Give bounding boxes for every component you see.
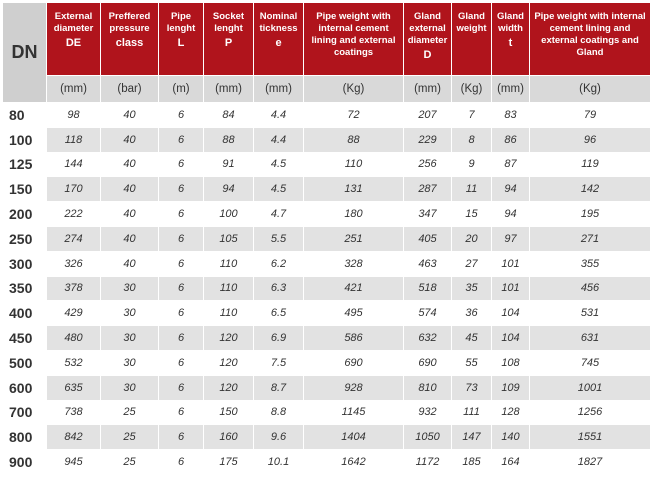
gland-diameter-cell: 229: [404, 127, 452, 152]
nominal-thickness-cell: 8.8: [254, 400, 304, 425]
dn-value: 450: [3, 326, 47, 351]
table-body: [3, 103, 651, 475]
nominal-thickness-cell: 7.5: [254, 350, 304, 375]
header-line: Pipe weight with: [316, 11, 391, 22]
pipe-length-cell: 6: [159, 326, 204, 351]
header-gland-width: [492, 3, 530, 76]
nominal-thickness-cell: 4.4: [254, 103, 304, 128]
total-weight-cell: 1001: [530, 375, 651, 400]
total-weight-cell: 142: [530, 177, 651, 202]
header-line: width: [498, 22, 523, 34]
external-diameter-cell: 170: [47, 177, 101, 202]
pipe-weight-cell: 110: [304, 152, 404, 177]
gland-diameter-cell: 347: [404, 202, 452, 227]
pipe-weight-cell: 131: [304, 177, 404, 202]
dn-value: 150: [3, 177, 47, 202]
header-line: Pipe: [170, 11, 192, 22]
external-diameter-cell: 842: [47, 425, 101, 450]
pipe-length-cell: 6: [159, 226, 204, 251]
gland-diameter-cell: 405: [404, 226, 452, 251]
external-diameter-cell: 945: [47, 450, 101, 475]
pipe-length-cell: 6: [159, 375, 204, 400]
total-weight-cell: 745: [530, 350, 651, 375]
header-line: tickness: [259, 22, 298, 34]
gland-width-cell: 101: [492, 251, 530, 276]
header-line: Socket: [212, 11, 245, 22]
header-line: lenght: [166, 22, 196, 34]
gland-weight-cell: 11: [452, 177, 492, 202]
header-gland-weight: [452, 3, 492, 76]
header-symbol: DE: [65, 36, 82, 49]
unit-cell: (mm): [492, 76, 530, 103]
external-diameter-cell: 429: [47, 301, 101, 326]
total-weight-cell: 271: [530, 226, 651, 251]
header-symbol: D: [423, 48, 432, 61]
pressure-class-cell: 40: [101, 103, 159, 128]
gland-width-cell: 104: [492, 326, 530, 351]
gland-weight-cell: 27: [452, 251, 492, 276]
pipe-weight-cell: 495: [304, 301, 404, 326]
external-diameter-cell: 144: [47, 152, 101, 177]
gland-width-cell: 94: [492, 202, 530, 227]
pipe-weight-cell: 251: [304, 226, 404, 251]
external-diameter-cell: 635: [47, 375, 101, 400]
pipe-length-cell: 6: [159, 425, 204, 450]
header-gland-diameter: [404, 3, 452, 76]
nominal-thickness-cell: 9.6: [254, 425, 304, 450]
dn-value: 125: [3, 152, 47, 177]
table-row: [3, 375, 651, 400]
socket-length-cell: 94: [204, 177, 254, 202]
socket-length-cell: 120: [204, 326, 254, 351]
total-weight-cell: 355: [530, 251, 651, 276]
pressure-class-cell: 30: [101, 375, 159, 400]
gland-width-cell: 128: [492, 400, 530, 425]
external-diameter-cell: 532: [47, 350, 101, 375]
socket-length-cell: 150: [204, 400, 254, 425]
header-line: diameter: [407, 34, 448, 46]
external-diameter-cell: 118: [47, 127, 101, 152]
pipe-weight-cell: 1404: [304, 425, 404, 450]
pipe-weight-cell: 88: [304, 127, 404, 152]
pipe-length-cell: 6: [159, 251, 204, 276]
pipe-length-cell: 6: [159, 400, 204, 425]
header-pipe-weight: [304, 3, 404, 76]
pipe-weight-cell: 180: [304, 202, 404, 227]
socket-length-cell: 110: [204, 251, 254, 276]
gland-diameter-cell: 463: [404, 251, 452, 276]
header-line: Gland: [497, 11, 524, 22]
dn-value: 800: [3, 425, 47, 450]
socket-length-cell: 91: [204, 152, 254, 177]
header-line: Pipe weight with internal: [534, 11, 646, 22]
socket-length-cell: 120: [204, 375, 254, 400]
pipe-weight-cell: 1145: [304, 400, 404, 425]
header-symbol: e: [275, 36, 282, 49]
table-row: [3, 450, 651, 475]
total-weight-cell: 531: [530, 301, 651, 326]
dn-value: 600: [3, 375, 47, 400]
table-row: [3, 425, 651, 450]
gland-width-cell: 104: [492, 301, 530, 326]
pipe-length-cell: 6: [159, 127, 204, 152]
table-row: [3, 400, 651, 425]
dn-value: 900: [3, 450, 47, 475]
header-symbol: t: [508, 36, 513, 49]
pressure-class-cell: 30: [101, 301, 159, 326]
gland-diameter-cell: 574: [404, 301, 452, 326]
dn-value: 400: [3, 301, 47, 326]
header-nominal-thickness: [254, 3, 304, 76]
unit-cell: (mm): [204, 76, 254, 103]
external-diameter-cell: 326: [47, 251, 101, 276]
nominal-thickness-cell: 6.3: [254, 276, 304, 301]
pipe-weight-cell: 421: [304, 276, 404, 301]
socket-length-cell: 88: [204, 127, 254, 152]
nominal-thickness-cell: 8.7: [254, 375, 304, 400]
total-weight-cell: 1551: [530, 425, 651, 450]
gland-width-cell: 83: [492, 103, 530, 128]
gland-diameter-cell: 287: [404, 177, 452, 202]
gland-width-cell: 101: [492, 276, 530, 301]
header-line: Preffered: [108, 11, 151, 22]
gland-weight-cell: 147: [452, 425, 492, 450]
gland-diameter-cell: 1172: [404, 450, 452, 475]
header-symbol: L: [177, 36, 185, 49]
pressure-class-cell: 25: [101, 400, 159, 425]
total-weight-cell: 1256: [530, 400, 651, 425]
total-weight-cell: 79: [530, 103, 651, 128]
unit-cell: (mm): [254, 76, 304, 103]
gland-weight-cell: 111: [452, 400, 492, 425]
dn-value: 300: [3, 251, 47, 276]
dn-value: 100: [3, 127, 47, 152]
unit-cell: (mm): [404, 76, 452, 103]
header-line: lenght: [214, 22, 243, 34]
gland-weight-cell: 9: [452, 152, 492, 177]
gland-weight-cell: 20: [452, 226, 492, 251]
pressure-class-cell: 40: [101, 251, 159, 276]
dn-value: 200: [3, 202, 47, 227]
pipe-weight-cell: 928: [304, 375, 404, 400]
pipe-length-cell: 6: [159, 103, 204, 128]
gland-width-cell: 140: [492, 425, 530, 450]
dn-value: 80: [3, 103, 47, 128]
gland-diameter-cell: 1050: [404, 425, 452, 450]
pressure-class-cell: 25: [101, 450, 159, 475]
gland-diameter-cell: 810: [404, 375, 452, 400]
table-row: [3, 301, 651, 326]
socket-length-cell: 105: [204, 226, 254, 251]
nominal-thickness-cell: 6.2: [254, 251, 304, 276]
header-line: cement lining and: [549, 22, 631, 34]
external-diameter-cell: 378: [47, 276, 101, 301]
dn-value: 250: [3, 226, 47, 251]
gland-diameter-cell: 932: [404, 400, 452, 425]
table-row: [3, 177, 651, 202]
header-line: external: [409, 22, 446, 34]
unit-cell: (Kg): [452, 76, 492, 103]
header-symbol: class: [115, 36, 144, 49]
socket-length-cell: 110: [204, 301, 254, 326]
nominal-thickness-cell: 6.5: [254, 301, 304, 326]
header-line: external coatings and: [541, 34, 639, 46]
total-weight-cell: 456: [530, 276, 651, 301]
table-row: [3, 103, 651, 128]
external-diameter-cell: 274: [47, 226, 101, 251]
pipe-spec-table: [2, 2, 651, 475]
header-line: lining and external: [311, 34, 396, 46]
gland-weight-cell: 45: [452, 326, 492, 351]
gland-diameter-cell: 256: [404, 152, 452, 177]
pipe-weight-cell: 328: [304, 251, 404, 276]
gland-width-cell: 108: [492, 350, 530, 375]
pipe-weight-cell: 690: [304, 350, 404, 375]
pipe-length-cell: 6: [159, 177, 204, 202]
nominal-thickness-cell: 5.5: [254, 226, 304, 251]
gland-weight-cell: 7: [452, 103, 492, 128]
gland-width-cell: 164: [492, 450, 530, 475]
header-line: diameter: [53, 22, 94, 34]
table-row: [3, 326, 651, 351]
pipe-weight-cell: 1642: [304, 450, 404, 475]
header-line: coatings: [333, 46, 374, 58]
external-diameter-cell: 222: [47, 202, 101, 227]
header-line: pressure: [109, 22, 150, 34]
gland-width-cell: 86: [492, 127, 530, 152]
nominal-thickness-cell: 4.5: [254, 177, 304, 202]
pipe-length-cell: 6: [159, 301, 204, 326]
pressure-class-cell: 30: [101, 350, 159, 375]
header-total-weight: [530, 3, 651, 76]
pipe-length-cell: 6: [159, 350, 204, 375]
pressure-class-cell: 30: [101, 326, 159, 351]
external-diameter-cell: 480: [47, 326, 101, 351]
header-pipe-length: [159, 3, 204, 76]
unit-cell: (Kg): [530, 76, 651, 103]
socket-length-cell: 175: [204, 450, 254, 475]
header-line: Gland: [414, 11, 441, 22]
gland-weight-cell: 36: [452, 301, 492, 326]
table-row: [3, 276, 651, 301]
header-symbol: P: [224, 36, 233, 49]
pressure-class-cell: 30: [101, 276, 159, 301]
pressure-class-cell: 25: [101, 425, 159, 450]
header-line: weight: [456, 22, 487, 34]
header-socket-length: [204, 3, 254, 76]
pressure-class-cell: 40: [101, 127, 159, 152]
header-line: External: [54, 11, 93, 22]
pressure-class-cell: 40: [101, 202, 159, 227]
gland-weight-cell: 15: [452, 202, 492, 227]
pressure-class-cell: 40: [101, 226, 159, 251]
dn-header: DN: [3, 3, 47, 103]
pressure-class-cell: 40: [101, 152, 159, 177]
socket-length-cell: 110: [204, 276, 254, 301]
nominal-thickness-cell: 4.4: [254, 127, 304, 152]
unit-cell: (bar): [101, 76, 159, 103]
pipe-weight-cell: 586: [304, 326, 404, 351]
gland-weight-cell: 55: [452, 350, 492, 375]
table-row: [3, 350, 651, 375]
pipe-length-cell: 6: [159, 202, 204, 227]
nominal-thickness-cell: 4.5: [254, 152, 304, 177]
unit-cell: (Kg): [304, 76, 404, 103]
gland-diameter-cell: 690: [404, 350, 452, 375]
unit-cell: (mm): [47, 76, 101, 103]
socket-length-cell: 100: [204, 202, 254, 227]
gland-weight-cell: 35: [452, 276, 492, 301]
dn-value: 350: [3, 276, 47, 301]
unit-cell: (m): [159, 76, 204, 103]
external-diameter-cell: 98: [47, 103, 101, 128]
header-pressure-class: [101, 3, 159, 76]
external-diameter-cell: 738: [47, 400, 101, 425]
pipe-length-cell: 6: [159, 276, 204, 301]
header-line: Nominal: [259, 11, 298, 22]
nominal-thickness-cell: 10.1: [254, 450, 304, 475]
table-row: [3, 202, 651, 227]
pipe-length-cell: 6: [159, 152, 204, 177]
total-weight-cell: 1827: [530, 450, 651, 475]
gland-weight-cell: 185: [452, 450, 492, 475]
pressure-class-cell: 40: [101, 177, 159, 202]
gland-width-cell: 94: [492, 177, 530, 202]
total-weight-cell: 119: [530, 152, 651, 177]
gland-diameter-cell: 207: [404, 103, 452, 128]
socket-length-cell: 84: [204, 103, 254, 128]
pipe-weight-cell: 72: [304, 103, 404, 128]
header-line: Gland: [576, 46, 604, 58]
total-weight-cell: 195: [530, 202, 651, 227]
gland-width-cell: 109: [492, 375, 530, 400]
total-weight-cell: 631: [530, 326, 651, 351]
socket-length-cell: 120: [204, 350, 254, 375]
gland-weight-cell: 73: [452, 375, 492, 400]
header-external-diameter: [47, 3, 101, 76]
table-row: [3, 127, 651, 152]
header-row: [3, 3, 651, 76]
table-row: [3, 152, 651, 177]
gland-diameter-cell: 518: [404, 276, 452, 301]
pipe-length-cell: 6: [159, 450, 204, 475]
units-row: [3, 76, 651, 103]
gland-width-cell: 97: [492, 226, 530, 251]
table-row: [3, 226, 651, 251]
table-row: [3, 251, 651, 276]
gland-weight-cell: 8: [452, 127, 492, 152]
nominal-thickness-cell: 6.9: [254, 326, 304, 351]
header-line: internal cement: [318, 22, 389, 34]
nominal-thickness-cell: 4.7: [254, 202, 304, 227]
socket-length-cell: 160: [204, 425, 254, 450]
header-line: Gland: [458, 11, 485, 22]
total-weight-cell: 96: [530, 127, 651, 152]
dn-value: 700: [3, 400, 47, 425]
dn-value: 500: [3, 350, 47, 375]
gland-diameter-cell: 632: [404, 326, 452, 351]
gland-width-cell: 87: [492, 152, 530, 177]
